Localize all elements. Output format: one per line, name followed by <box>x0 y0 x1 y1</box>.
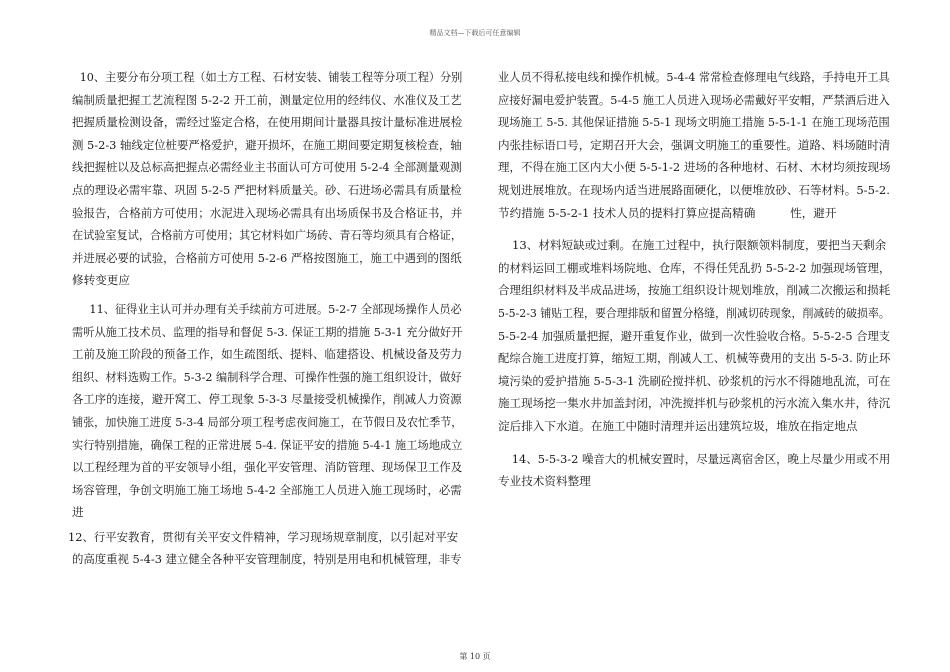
text-line: 淀后排入下水道。在施工中随时清理并运出建筑垃圾，堆放在指定地点 <box>498 418 858 433</box>
text-line: 以工程经理为首的平安领导小组，强化平安管理、消防管理、现场保卫工作及 <box>72 460 463 475</box>
text-line: 5-5-2-3 铺贴工程，要合理排版和留置分格缝，削减切砖现象，削减砖的破损率。 <box>498 305 890 320</box>
paragraph-10 <box>72 66 462 292</box>
text-line: 规划进展堆放。在现场内适当进展路面硬化，以便堆放砂、石等材料。5-5-2. <box>498 182 890 197</box>
paragraph-13 <box>498 234 890 437</box>
text-line: 在试验室复试，合格前方可使用；其它材料如广场砖、青石等均须具有合格证， <box>72 228 462 243</box>
text-line: 内张挂标语口号，定期召开大会，强调文明施工的重要性。道路、料场随时清 <box>498 137 891 152</box>
text-line: 测 5-2-3 轴线定位桩要严格爱护，避开损坏，在施工期间要定期复核检查，轴 <box>72 137 462 152</box>
text-line: 施工现场挖一集水井加盖封闭，冲洗搅拌机与砂浆机的污水流入集水井，待沉 <box>498 396 891 411</box>
text-line: 配综合施工进度打算，缩短工期，削减人工、机械等费用的支出 5-5-3. 防止环 <box>498 351 891 366</box>
text-line: 修转变更应 <box>72 273 130 288</box>
text-line: 并进展必要的试验，合格前方可使用 5-2-6 严格按图施工，施工中遇到的图纸 <box>72 250 462 265</box>
text-line: 的材料运回工棚或堆料场院地、仓库，不得任凭乱扔 5-5-2-2 加强现场管理， <box>498 260 891 275</box>
text-line: 点的理设必需牢靠、巩固 5-2-5 严把材料质量关。砂、石进场必需具有质量检 <box>72 182 462 197</box>
text-line: 工前及施工阶段的预备工作，如生疏图纸、提料、临建搭设、机械设备及劳力 <box>72 347 463 362</box>
text-line: 铺张，加快施工进度 5-3-4 局部分项工程考虑夜间施工，在节假日及农忙季节， <box>72 414 463 429</box>
text-line: 场容管理，争创文明施工施工场地 5-4-2 全部施工人员进入施工现场时，必需 <box>72 482 462 497</box>
text-line: 应接好漏电爱护装置。5-4-5 施工人员进入现场必需戴好平安帽，严禁酒后进入 <box>498 92 890 107</box>
paragraph-14 <box>498 448 890 493</box>
text-line: 境污染的爱护措施 5-5-3-1 洗刷砼搅拌机、砂浆机的污水不得随地乱流，可在 <box>498 373 891 388</box>
text-line: 验报告，合格前方可使用；水泥进入现场必需具有出场质保书及合格证书，并 <box>72 205 463 220</box>
text-line: 合理组织材料及半成品进场，按施工组织设计规划堆放，削减二次搬运和损耗 <box>498 283 891 298</box>
text-line: 现场施工 5-5. 其他保证措施 5-5-1 现场文明施工措施 5-5-1-1 在施工现场范围 <box>498 115 890 130</box>
page-header: 精品文档—下载后可任意编辑 <box>429 29 521 37</box>
paragraph-11 <box>72 298 462 524</box>
text-line: 的高度重视 5-4-3 建立健全各种平安管理制度，特别是用电和机械管理，非专 <box>72 552 462 567</box>
text-line: 5-5-2-4 加强质量把握，避开重复作业，做到一次性验收合格。5-5-2-5 合理支 <box>498 328 891 343</box>
text-line: 13、材料短缺或过剩。在施工过程中，执行限额领料制度，要把当天剩余 <box>512 238 887 253</box>
right-column <box>498 66 890 493</box>
text-line: 12、行平安教育，贯彻有关平安文件精神，学习现场规章制度，以引起对平安 <box>68 529 459 544</box>
text-line: 节约措施 5-5-2-1 技术人员的提料打算应提高精确 性，避开 <box>498 205 837 220</box>
text-line: 各工序的连接，避开窝工、停工现象 5-3-3 尽量接受机械操作，削减人力资源 <box>72 392 462 407</box>
paragraph-12 <box>68 526 462 571</box>
text-line: 10、主要分布分项工程（如土方工程、石材安装、铺装工程等分项工程）分别 <box>79 70 463 84</box>
text-line: 编制质量把握工艺流程图 5-2-2 开工前，测量定位用的经纬仪、水准仪及工艺 <box>72 92 462 107</box>
text-line: 14、5-5-3-2 噪音大的机械安置时，尽量远离宿舍区，晚上尽量少用或不用 <box>511 451 891 466</box>
text-line: 需听从施工技术员、监理的指导和督促 5-3. 保证工期的措施 5-3-1 充分做好开 <box>72 324 463 339</box>
text-line: 进 <box>72 505 84 520</box>
page-number: 第 10 页 <box>459 652 491 661</box>
text-line: 实行特别措施，确保工程的正常进展 5-4. 保证平安的措施 5-4-1 施工场地成立 <box>72 437 463 452</box>
text-line: 线把握桩以及总标高把握点必需经业主书面认可方可使用 5-2-4 全部测量观测 <box>72 160 462 175</box>
text-line: 组织、材料选购工作。5-3-2 编制科学合理、可操作性强的施工组织设计，做好 <box>72 369 462 384</box>
text-line: 把握质量检测设备，需经过鉴定合格，在使用期间计量器具按计量标准进展检 <box>72 115 463 130</box>
text-line: 专业技术资料整理 <box>498 474 591 489</box>
paragraph-12-continued <box>498 66 890 224</box>
text-line: 业人员不得私接电线和操作机械。5-4-4 常常检查修理电气线路，手持电开工具 <box>498 70 890 84</box>
text-line: 11、征得业主认可并办理有关手续前方可进展。5-2-7 全部现场操作人员必 <box>89 301 462 316</box>
text-line: 理，不得在施工区内大小便 5-5-1-2 进场的各种地材、石材、木材均须按现场 <box>498 160 891 175</box>
left-column <box>68 66 463 571</box>
